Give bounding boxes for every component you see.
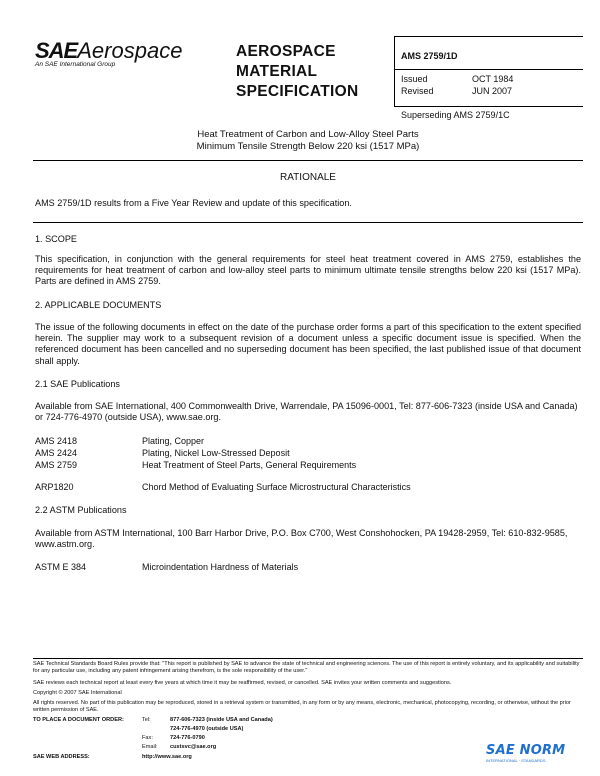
sae-ref-code: AMS 2424 [35, 448, 78, 458]
footer-tsb-rules: SAE Technical Standards Board Rules provide that: "This report is published by SAE to advance the state of technical and engineering sciences. The use of this report is entirely voluntary, and its applicability and suitability for any particular use, including any patent infringement arising therefrom, is the sole responsibility of the user." [33, 661, 580, 674]
scope-text: This specification, in conjunction with the general requirements for steel heat treatment covered in AMS 2759, establishes the requirements for heat treatment of carbon and low-alloy steel parts to minimum ultimate tensile strengths below 220 ksi (1517 MPa). Parts are defined in AMS 2759. [35, 254, 581, 287]
sae-publications-heading: 2.1 SAE Publications [35, 379, 120, 389]
header-table-top-border [394, 36, 583, 37]
logo-aerospace-text: Aerospace [77, 38, 183, 63]
logo-tagline: An SAE International Group [35, 61, 116, 68]
sae-ref-code: AMS 2418 [35, 436, 78, 446]
footer-copyright: Copyright © 2007 SAE International [33, 690, 122, 696]
subtitle-line-1: Heat Treatment of Carbon and Low-Alloy Steel Parts [197, 129, 419, 140]
header-table-left-border [394, 36, 395, 106]
doc-number: AMS 2759/1D [401, 51, 458, 61]
footer-web[interactable]: http://www.sae.org [142, 754, 192, 760]
footer-rights: All rights reserved. No part of this publication may be reproduced, stored in a retrieval system or transmitted, in any form or by any means, electronic, mechanical, photocopying, recording, or otherwise, without the prior written permission of SAE. [33, 700, 571, 713]
footer-fax: 724-776-0790 [170, 735, 205, 741]
revised-date: JUN 2007 [472, 86, 513, 96]
footer-web-label: SAE WEB ADDRESS: [33, 754, 90, 760]
header-table-lower-border [394, 106, 583, 107]
footer-tel-2: 724-776-4970 (outside USA) [170, 726, 244, 732]
astm-ref-title: Microindentation Hardness of Materials [142, 562, 299, 572]
watermark-subtext: INTERNATIONAL · STANDARDS [486, 758, 546, 763]
sae-ref-title: Plating, Nickel Low-Stressed Deposit [142, 448, 290, 458]
watermark-text: SAE NORM [486, 743, 566, 758]
rationale-divider [33, 222, 583, 223]
sae-ref-title: Heat Treatment of Steel Parts, General Requirements [142, 460, 357, 470]
doc-type-line-1: AEROSPACE [236, 43, 336, 60]
footer-email-label: Email: [142, 744, 158, 750]
sae-norm-watermark [486, 741, 596, 773]
logo-sae-text: SAE [35, 38, 78, 63]
astm-publications-heading: 2.2 ASTM Publications [35, 505, 127, 515]
doc-type-line-2: MATERIAL [236, 63, 318, 80]
footer-divider [33, 658, 583, 659]
issued-label: Issued [401, 74, 428, 84]
astm-publications-text: Available from ASTM International, 100 Barr Harbor Drive, P.O. Box C700, West Conshohocken, PA 19428-2959, Tel: 610-832-9585, www.astm.org. [35, 528, 568, 550]
header-table-mid-border [394, 69, 583, 70]
sae-publications-text: Available from SAE International, 400 Commonwealth Drive, Warrendale, PA 15096-0001, Tel: 877-606-7323 (inside USA and Canada) or 724-776-4970 (outside USA), www.sae.org. [35, 401, 578, 423]
rationale-text: AMS 2759/1D results from a Five Year Review and update of this specification. [35, 198, 352, 208]
document-subtitle [33, 129, 583, 153]
footer-fax-label: Fax: [142, 735, 153, 741]
footer-tel-1: 877-606-7323 (inside USA and Canada) [170, 717, 273, 723]
sae-ref-code: ARP1820 [35, 482, 74, 492]
document-type-title [236, 42, 358, 102]
sae-ref-title: Plating, Copper [142, 436, 205, 446]
issued-date: OCT 1984 [472, 74, 514, 84]
rationale-heading: RATIONALE [280, 172, 336, 183]
footer-email[interactable]: custsvc@sae.org [170, 744, 217, 750]
footer-order-label: TO PLACE A DOCUMENT ORDER: [33, 717, 124, 723]
subtitle-line-2: Minimum Tensile Strength Below 220 ksi (1517 MPa) [196, 141, 420, 152]
sae-ref-code: AMS 2759 [35, 460, 78, 470]
applicable-documents-heading: 2. APPLICABLE DOCUMENTS [35, 300, 162, 310]
footer-tel-label: Tel: [142, 717, 151, 723]
astm-ref-code: ASTM E 384 [35, 562, 87, 572]
doc-type-line-3: SPECIFICATION [236, 83, 359, 100]
sae-aerospace-logo [35, 38, 183, 68]
sae-ref-title: Chord Method of Evaluating Surface Microstructural Characteristics [142, 482, 411, 492]
applicable-documents-text: The issue of the following documents in effect on the date of the purchase order forms a part of this specification to the extent specified herein. The supplier may work to a subsequent revision of a document unless a specific document issue is specified. When the referenced document has been cancelled and no superseding document has been specified, the last published issue of that document shall apply. [35, 322, 581, 366]
scope-heading: 1. SCOPE [35, 234, 77, 244]
superseding-note: Superseding AMS 2759/1C [401, 110, 510, 120]
footer-review-policy: SAE reviews each technical report at least every five years at which time it may be reaffirmed, revised, or cancelled. SAE invites your written comments and suggestions. [33, 680, 452, 686]
subtitle-divider [33, 160, 583, 161]
revised-label: Revised [401, 86, 434, 96]
